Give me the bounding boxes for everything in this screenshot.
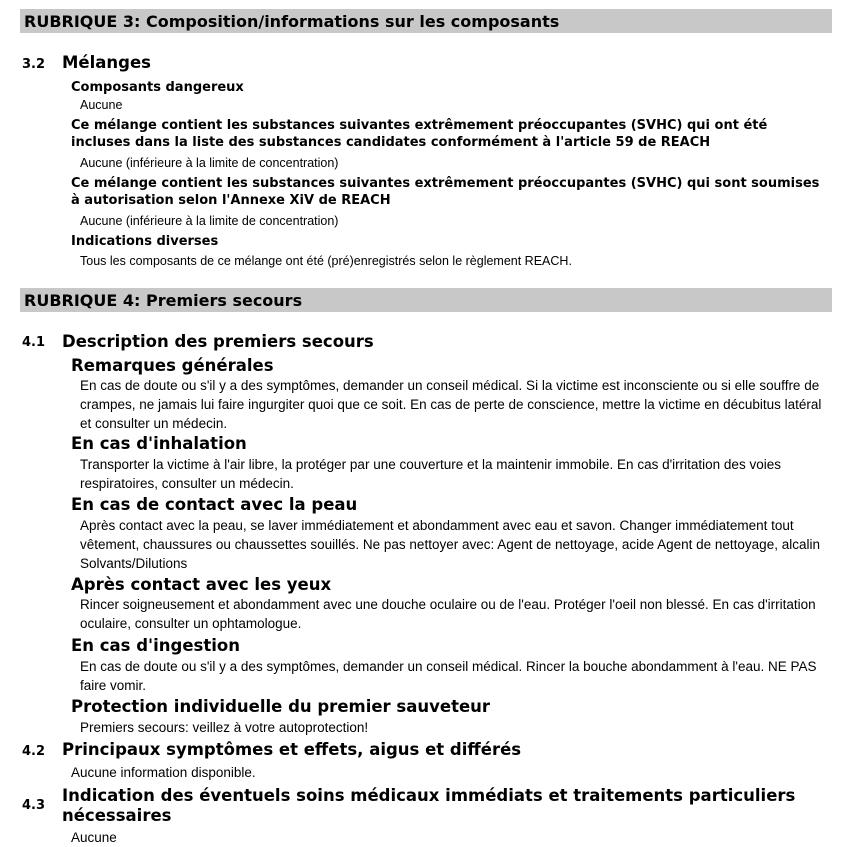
section-4-1-title: Description des premiers secours <box>62 332 374 351</box>
eye-contact-text: Rincer soigneusement et abondamment avec une douche oculaire ou de l'eau. Protéger l'oeil non blessé. En cas d'irritation oculaire, consulter un ophtamologue. <box>80 597 816 631</box>
section3-header: RUBRIQUE 3: Composition/informations sur les composants <box>24 12 560 31</box>
rescuer-protection-text: Premiers secours: veillez à votre autoprotection! <box>80 720 369 735</box>
rescuer-protection-heading: Protection individuelle du premier sauveteur <box>71 697 491 716</box>
section-4-3-text: Aucune <box>71 830 117 845</box>
dangerous-components-heading: Composants dangereux <box>71 80 244 95</box>
section-3-2-title: Mélanges <box>62 53 151 72</box>
section-4-2-number: 4.2 <box>22 744 46 759</box>
general-remarks-heading: Remarques générales <box>71 356 274 375</box>
misc-indications-heading: Indications diverses <box>71 234 219 249</box>
svhc-candidates-heading: Ce mélange contient les substances suivantes extrêmement préoccupantes (SVHC) qui ont été incluses dans la liste des substances candidates conformément à l'article 59 de REACH <box>71 118 768 150</box>
eye-contact-heading: Après contact avec les yeux <box>71 575 332 594</box>
section-4-1-number: 4.1 <box>22 335 46 350</box>
ingestion-text: En cas de doute ou s'il y a des symptômes, demander un conseil médical. Rincer la bouche abondamment à l'eau. NE PAS faire vomir. <box>80 659 817 693</box>
section-4-2-text: Aucune information disponible. <box>71 765 256 780</box>
inhalation-text: Transporter la victime à l'air libre, la protéger par une couverture et la maintenir immobile. En cas d'irritation des voies respiratoires, consulter un médecin. <box>80 457 781 491</box>
section4-header: RUBRIQUE 4: Premiers secours <box>24 291 303 310</box>
skin-contact-text: Après contact avec la peau, se laver immédiatement et abondamment avec eau et savon. Changer immédiatement tout vêtement, chaussures ou chaussettes souillés. Ne pas nettoyer avec: Agent de nettoyage, acide Agent de nettoyage, alcalin Solvants/Dilutions <box>80 518 820 571</box>
misc-indications-text: Tous les composants de ce mélange ont été (pré)enregistrés selon le règlement REACH. <box>80 254 572 268</box>
section-4-2-title: Principaux symptômes et effets, aigus et différés <box>62 740 522 759</box>
section4-header-bar <box>20 288 832 312</box>
inhalation-heading: En cas d'inhalation <box>71 434 247 453</box>
svhc-annex-text: Aucune (inférieure à la limite de concentration) <box>80 214 339 228</box>
general-remarks-text: En cas de doute ou s'il y a des symptômes, demander un conseil médical. Si la victime est inconsciente ou si elle souffre de crampes, ne jamais lui faire ingurgiter quoi que ce soit. En cas de perte de conscience, mettre la victime en décubitus latéral et consulter un médecin. <box>80 378 822 431</box>
svhc-annex-heading: Ce mélange contient les substances suivantes extrêmement préoccupantes (SVHC) qui sont soumises à autorisation selon l'Annexe XiV de REACH <box>71 176 820 208</box>
section3-header-bar <box>20 9 832 33</box>
skin-contact-heading: En cas de contact avec la peau <box>71 495 358 514</box>
section-4-3-title: Indication des éventuels soins médicaux immédiats et traitements particuliers nécessaires <box>62 786 796 825</box>
svhc-candidates-text: Aucune (inférieure à la limite de concentration) <box>80 156 339 170</box>
ingestion-heading: En cas d'ingestion <box>71 636 240 655</box>
dangerous-components-text: Aucune <box>80 98 123 112</box>
section-4-3-number: 4.3 <box>22 798 46 813</box>
section-3-2-number: 3.2 <box>22 57 46 72</box>
